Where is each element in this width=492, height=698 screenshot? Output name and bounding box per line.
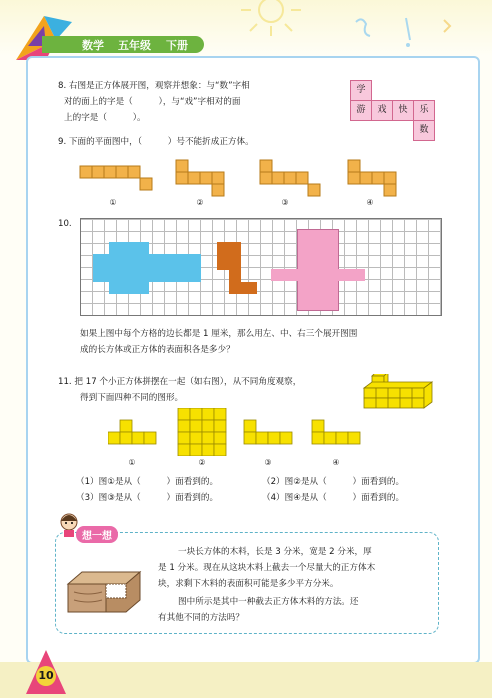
cube-face-6: 数 (413, 120, 435, 141)
wood-block-figure (66, 566, 144, 614)
think-text-line5: 有其他不同的方法吗？ (158, 613, 244, 623)
think-text-line3: 块，求剩下木料的表面积可能是多少平方分米。 (158, 579, 339, 589)
q11-text-line2: 得到下面四种不同的图形。 (80, 393, 184, 403)
q8-text-line2: 对的面上的字是（ ），与“戏”字相对的面 (64, 97, 241, 107)
cube-face-4: 快 (392, 100, 414, 121)
header-term: 下册 (166, 39, 188, 52)
sun-decoration-icon (236, 0, 306, 40)
think-label: 想一想 (76, 526, 118, 543)
q8-text-line1: 8. 右图是正方体展开图，观察并想象：与“数”字相 (58, 81, 250, 91)
q11-cube-stack (362, 374, 436, 410)
q11-label-2: ② (198, 458, 206, 467)
header-grade: 五年级 (118, 39, 151, 52)
q11-label-3: ③ (264, 458, 272, 467)
q10-text-line2: 成的长方体或正方体的表面积各是多少？ (80, 345, 235, 355)
think-text-line2: 是 1 分米。现在从这块木料上截去一个尽量大的正方体木 (158, 563, 376, 573)
page-number: 10 (36, 666, 56, 686)
header-bar (42, 36, 204, 53)
q11-view-figures (108, 408, 368, 456)
q9-label-3: ③ (281, 198, 289, 207)
cube-net (350, 80, 434, 140)
q10-text-line1: 如果上图中每个方格的边长都是 1 厘米，那么用左、中、右三个展开图围 (80, 329, 358, 339)
q10-number: 10. (58, 219, 72, 229)
q11-blank-3: （3）图③是从（ ）面看到的。 (76, 493, 219, 503)
cube-face-1: 学 (350, 80, 372, 101)
q10-grid-figure (80, 218, 442, 316)
q9-net-figures (78, 158, 418, 198)
think-text-line1: 一块长方体的木料，长是 3 分米，宽是 2 分米，厚 (178, 547, 372, 557)
q8-text-line3: 上的字是（ ）。 (64, 113, 146, 123)
q11-blank-1: （1）图①是从（ ）面看到的。 (76, 477, 219, 487)
q11-label-1: ① (128, 458, 136, 467)
q9-label-2: ② (196, 198, 204, 207)
q11-blank-4: （4）图④是从（ ）面看到的。 (262, 493, 405, 503)
q11-label-4: ④ (332, 458, 340, 467)
q9-label-4: ④ (366, 198, 374, 207)
q10-left-net-bottom (109, 282, 149, 294)
q9-text: 9. 下面的平面图中，（ ）号不能折成正方体。 (58, 137, 254, 147)
q10-middle-net-foot (229, 282, 257, 294)
q10-middle-net (217, 242, 241, 270)
q11-blank-2: （2）图②是从（ ）面看到的。 (262, 477, 405, 487)
cube-face-5: 乐 (413, 100, 435, 121)
footer-band (0, 662, 492, 698)
q10-left-net-top (109, 242, 149, 254)
doodle-decoration-icon (346, 14, 466, 50)
q10-left-net (93, 254, 201, 282)
q10-right-net-arms (271, 269, 365, 281)
cube-face-2: 游 (350, 100, 372, 121)
q9-label-1: ① (109, 198, 117, 207)
cube-face-3: 戏 (371, 100, 393, 121)
q11-text-line1: 11. 把 17 个小正方体拼摆在一起（如右图），从不同角度观察， (58, 377, 302, 387)
header-subject: 数学 (82, 39, 104, 52)
think-text-line4: 图中所示是其中一种截去正方体木料的方法。还 (178, 597, 359, 607)
